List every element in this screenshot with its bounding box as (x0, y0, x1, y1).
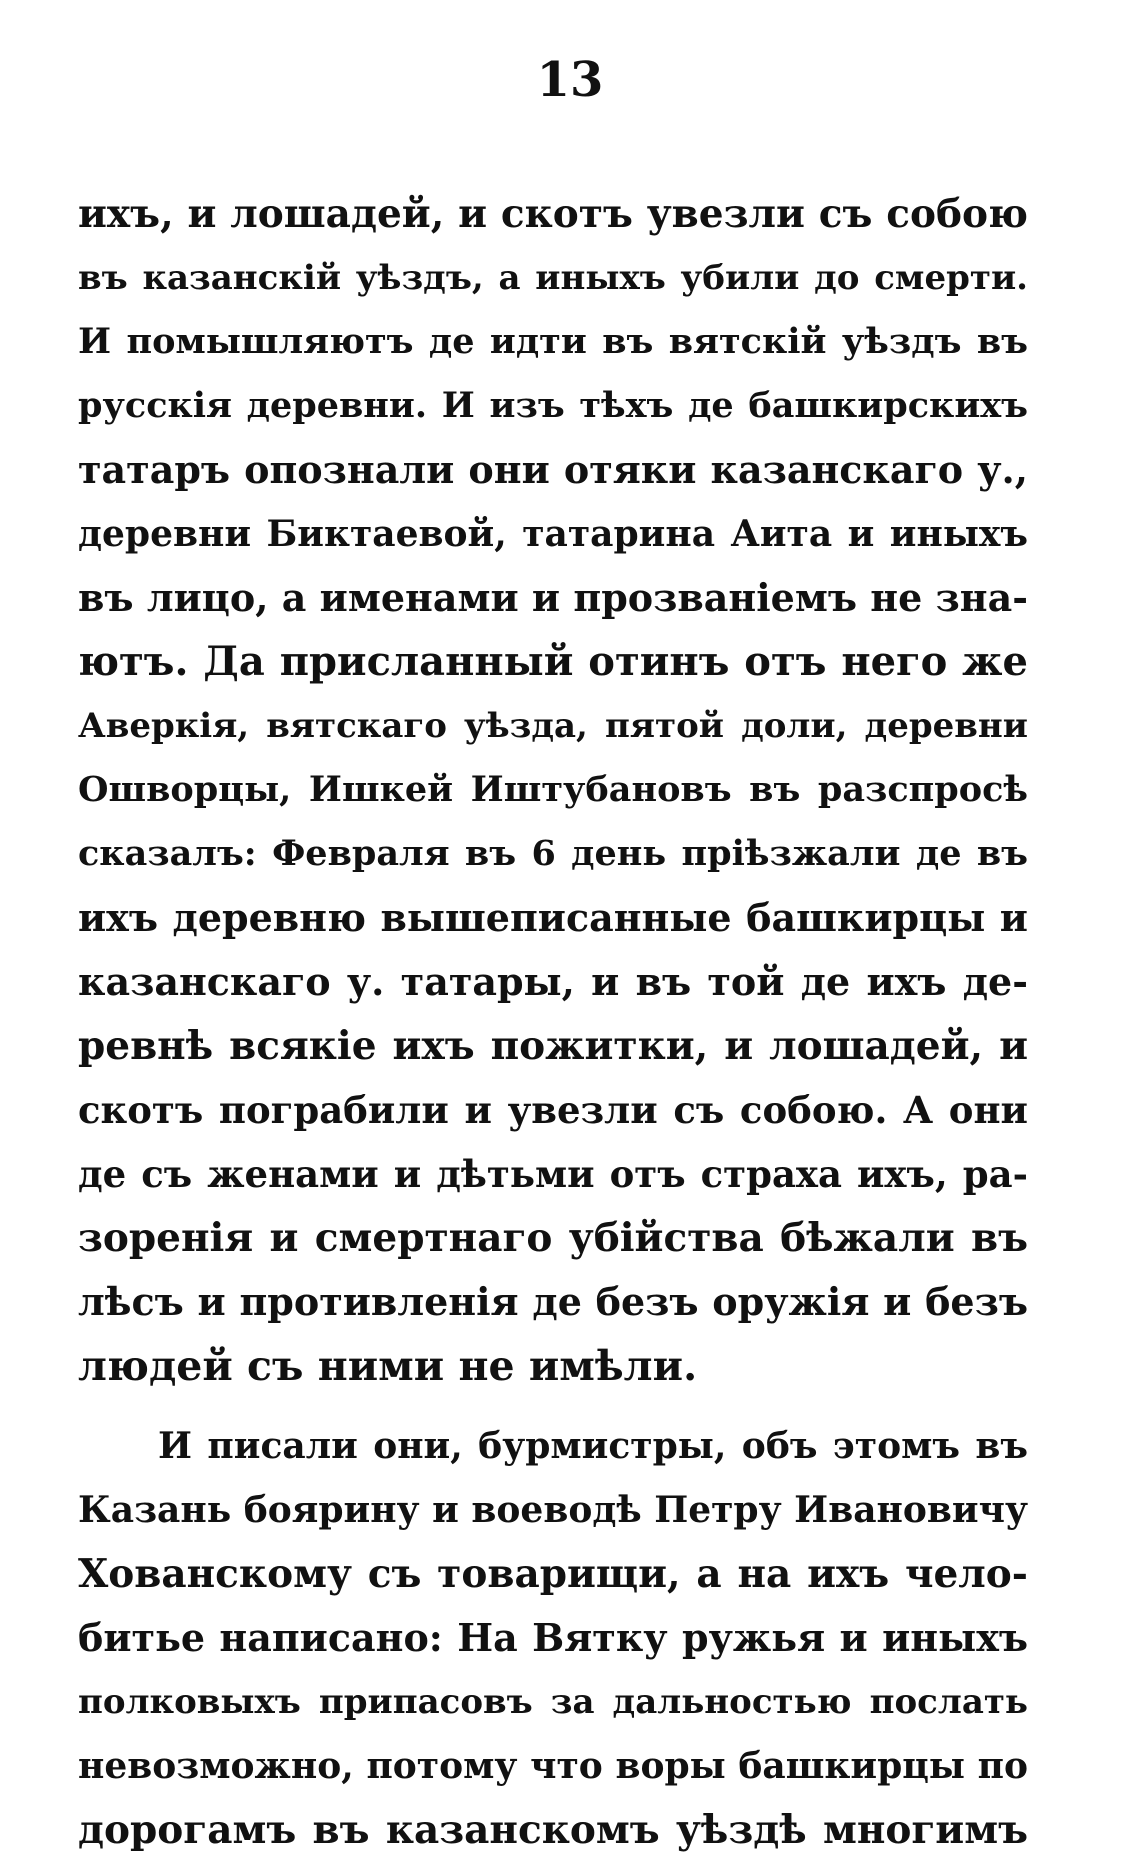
text-line: битье написано: На Вятку ружья и иныхъ (78, 1615, 1028, 1660)
paragraph-gap (78, 1398, 1028, 1414)
text-line: ютъ. Да присланный отинъ отъ него же (78, 638, 1028, 685)
paragraph-2 (78, 1414, 1028, 1862)
text-line: дорогамъ въ казанскомъ уѣздѣ многимъ (78, 1807, 1028, 1853)
text-line: русскія деревни. И изъ тѣхъ де башкирскихъ (78, 385, 1028, 426)
text-line: зоренія и смертнаго убійства бѣжали въ (78, 1215, 1028, 1261)
text-line: Хованскому съ товарищи, а на ихъ чело- (78, 1551, 1028, 1597)
text-line: татаръ опознали они отяки казанскаго у., (78, 447, 1028, 492)
text-line: невозможно, потому что воры башкирцы по (78, 1745, 1028, 1787)
text-line: де съ женами и дѣтьми отъ страха ихъ, ра- (78, 1152, 1028, 1196)
page-number: 13 (536, 52, 604, 108)
text-line: ревнѣ всякіе ихъ пожитки, и лошадей, и (78, 1023, 1028, 1069)
text-line: И писали они, бурмистры, объ этомъ въ (158, 1425, 1028, 1467)
text-line: лѣсъ и противленія де безъ оружія и безъ (78, 1279, 1028, 1324)
paragraph-1 (78, 182, 1028, 1398)
text-line: Аверкія, вятскаго уѣзда, пятой доли, деревни (78, 706, 1028, 746)
text-line: въ казанскій уѣздъ, а иныхъ убили до смерти. (78, 258, 1028, 298)
text-line: деревни Биктаевой, татарина Аита и иныхъ (78, 513, 1028, 555)
text-line: въ лицо, а именами и прозваніемъ не зна- (78, 575, 1028, 620)
text-line: казанскаго у. татары, и въ той де ихъ де- (78, 959, 1028, 1004)
text-line: сказалъ: Февраля въ 6 день пріѣзжали де въ (78, 833, 1028, 874)
text-line: ихъ деревню вышеписанные башкирцы и (78, 895, 1028, 940)
body-text (78, 182, 1028, 1862)
text-line: И помышляютъ де идти въ вятскій уѣздъ въ (78, 321, 1028, 362)
text-line: скотъ пограбили и увезли съ собою. А они (78, 1088, 1028, 1132)
text-line: полковыхъ припасовъ за дальностью послать (78, 1682, 1028, 1722)
text-line: Казань боярину и воеводѣ Петру Ивановичу (78, 1489, 1028, 1531)
text-line: Ошворцы, Ишкей Иштубановъ въ разспросѣ (78, 769, 1028, 810)
text-line: ихъ, и лошадей, и скотъ увезли съ собою (78, 191, 1028, 237)
text-line: людей съ ними не имѣли. (78, 1342, 698, 1390)
